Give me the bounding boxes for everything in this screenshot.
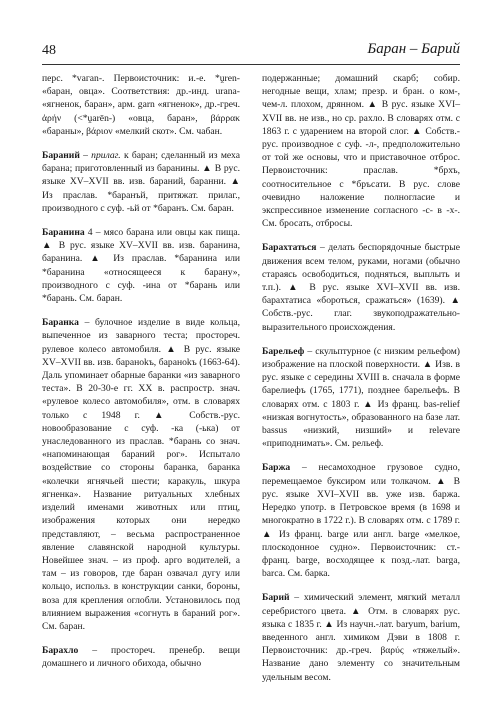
entry-text: – несамоходное грузовое судно, перемещаемое буксиром или толкачом. ▲ В рус. языке XVI–XVII вв. уже изв. баржа. Нередко употр. в Петровское время (в 1698 и многократно в 1722 г.). В словарях отм. с 1789 г. ▲ Из франц. barge или англ. barge «мелкое, плоскодонное судно». Первоисточник: ст.-франц. barge, восходящее к позд.-лат. barga, barca. См. барка. <box>262 462 460 580</box>
dictionary-entry <box>42 149 240 215</box>
dictionary-entry <box>42 644 240 670</box>
entry-text: 4 – мясо барана или овцы как пища. ▲ В рус. языке XV–XVII вв. изв. баранина, баранина. ▲ Из праслав. *баранина или *баранина «относящееся к барану», производного с суф. -ина от *барань или *барань. См. баран. <box>42 227 241 305</box>
entry-text: – скульптурное (с низким рельефом) изображение на плоской поверхности. ▲ Изв. в рус. языке с середины XVIII в. сначала в форме барелиефъ (1765, 1771), позднее барельефъ. В словарях отм. с 1803 г. ▲ Из франц. bas-relief «низкая вогнутость», образованного на базе лат. bassus «низкий, низший» и relevare «приподнимать». См. рельеф. <box>262 345 460 450</box>
entry-headword: Барельеф <box>262 345 305 357</box>
entry-headword: Барий <box>262 592 290 604</box>
entry-text: – делать беспорядочные быстрые движения всем телом, руками, ногами (обычно стараясь освободиться, подняться, выплыть и т.п.). ▲ В рус. языке XVI–XVII вв. изв. барахтатиса «бороться, сражаться» (1639). ▲ Собств.-рус. глаг. звукоподражательно-выразительного происхождения. <box>262 242 460 333</box>
dictionary-entry <box>262 591 460 683</box>
dictionary-entry <box>262 241 460 333</box>
dictionary-entry <box>42 226 240 305</box>
entry-text: перс. *vaгаn-. Первоисточник: и.-е. *ṷren- «баран, овца». Соответствия: др.-инд. urana- «ягненок, баран», арм. garn «ягненок», др.-греч. ἀρήν (<*ṷarēn-) «овца, баран», βάρρακ «бараны», βάριον «мелкий скот». См. чабан. <box>42 73 240 137</box>
right-column <box>262 72 460 695</box>
running-head: Баран – Барий <box>367 41 460 57</box>
entry-text: подержанные; домашний скарб; собир. негодные вещи, хлам; презр. и бран. о ком-, чем-л. плохом, дрянном. ▲ В рус. языке XVI–XVII вв. не изв., но ср. рахло. В словарях отм. с 1863 г. с ударением на второй слог. ▲ Собств.-рус. производное с суф. -л-, предположительно от той же основы, что и приставочное отброс. Первоисточник: праслав. *брхъ, соотносительное с *бръсати. В рус. слове очевидно наложение полногласие и экспрессивное изменение согласного -с- в -х-. См. бросать, отбросы. <box>262 73 460 230</box>
page-number: 48 <box>42 43 56 58</box>
entry-headword: Баранина <box>42 227 85 239</box>
page-header <box>42 36 460 62</box>
left-column <box>42 72 240 682</box>
dictionary-entry <box>262 345 460 451</box>
entry-headword: Баранка <box>42 317 79 329</box>
dictionary-entry <box>42 72 240 138</box>
entry-text: – простореч. пренебр. вещи домашнего и личного обихода, обычно <box>42 645 240 670</box>
entry-headword: Баржа <box>262 462 291 474</box>
header-rule <box>42 64 460 65</box>
entry-text: – булочное изделие в виде кольца, выпеченное из заварного теста; простореч. рулевое колесо автомобиля. ▲ В рус. языке XV–XVII вв. изв. бараноkъ, бараноkъ (1663-64). Даль упоминает обарные баранки «из заварного теста». В 20-30-е гг. XX в. распростр. знач. «рулевое колесо автомобиля», отм. в словарях только с 1948 г. ▲ Собств.-рус. новообразование с суф. -ка (-ька) от унаследованного из праслав. *барань со знач. «напоминающая бараний рог». Испытало воздействие со стороны баранка, баранка «колечки ягнячьей шести; каракуль, шкура ягненка». Название ритуальных хлебных изделий именами животных или птиц, изображения которых они нередко представляют, – весьма распространенное явление славянской народной культуры. Новейшее знач. – из проф. арго водителей, а там – из говоров, где баран озвачал дугу или кольцо, использ. в конструкции санки, бороны, воза для крепления оглобли. Установилось под влиянием выражения «согнуть в бараний рог». См. баран. <box>42 317 240 632</box>
dictionary-entry <box>42 316 240 633</box>
entry-headword: Барахтаться <box>262 242 317 254</box>
entry-headword: Бараний <box>42 150 80 162</box>
dictionary-entry <box>262 461 460 580</box>
entry-grammar: – прилаг. <box>83 150 121 162</box>
dictionary-entry <box>262 72 460 230</box>
entry-text: – химический элемент, мягкий металл серебристого цвета. ▲ Отм. в словарях рус. языка с 1835 г. ▲ Из научн.-лат. baryum, barium, введенного англ. химиком Дэви в 1808 г. Первоисточник: др.-греч. βαρύς «тяжелый». Название дано элементу со значительным удельным весом. <box>262 592 460 683</box>
entry-headword: Барахло <box>42 645 79 657</box>
entry-text: к баран; сделанный из меха барана; приготовленный из баранины. ▲ В рус. языке XV–XVII вв. изв. бараний, баранни. ▲ Из праслав. *баранъй, притяжат. прилаг., производного с суф. -ьй от *баранъ. См. баран. <box>42 150 240 214</box>
